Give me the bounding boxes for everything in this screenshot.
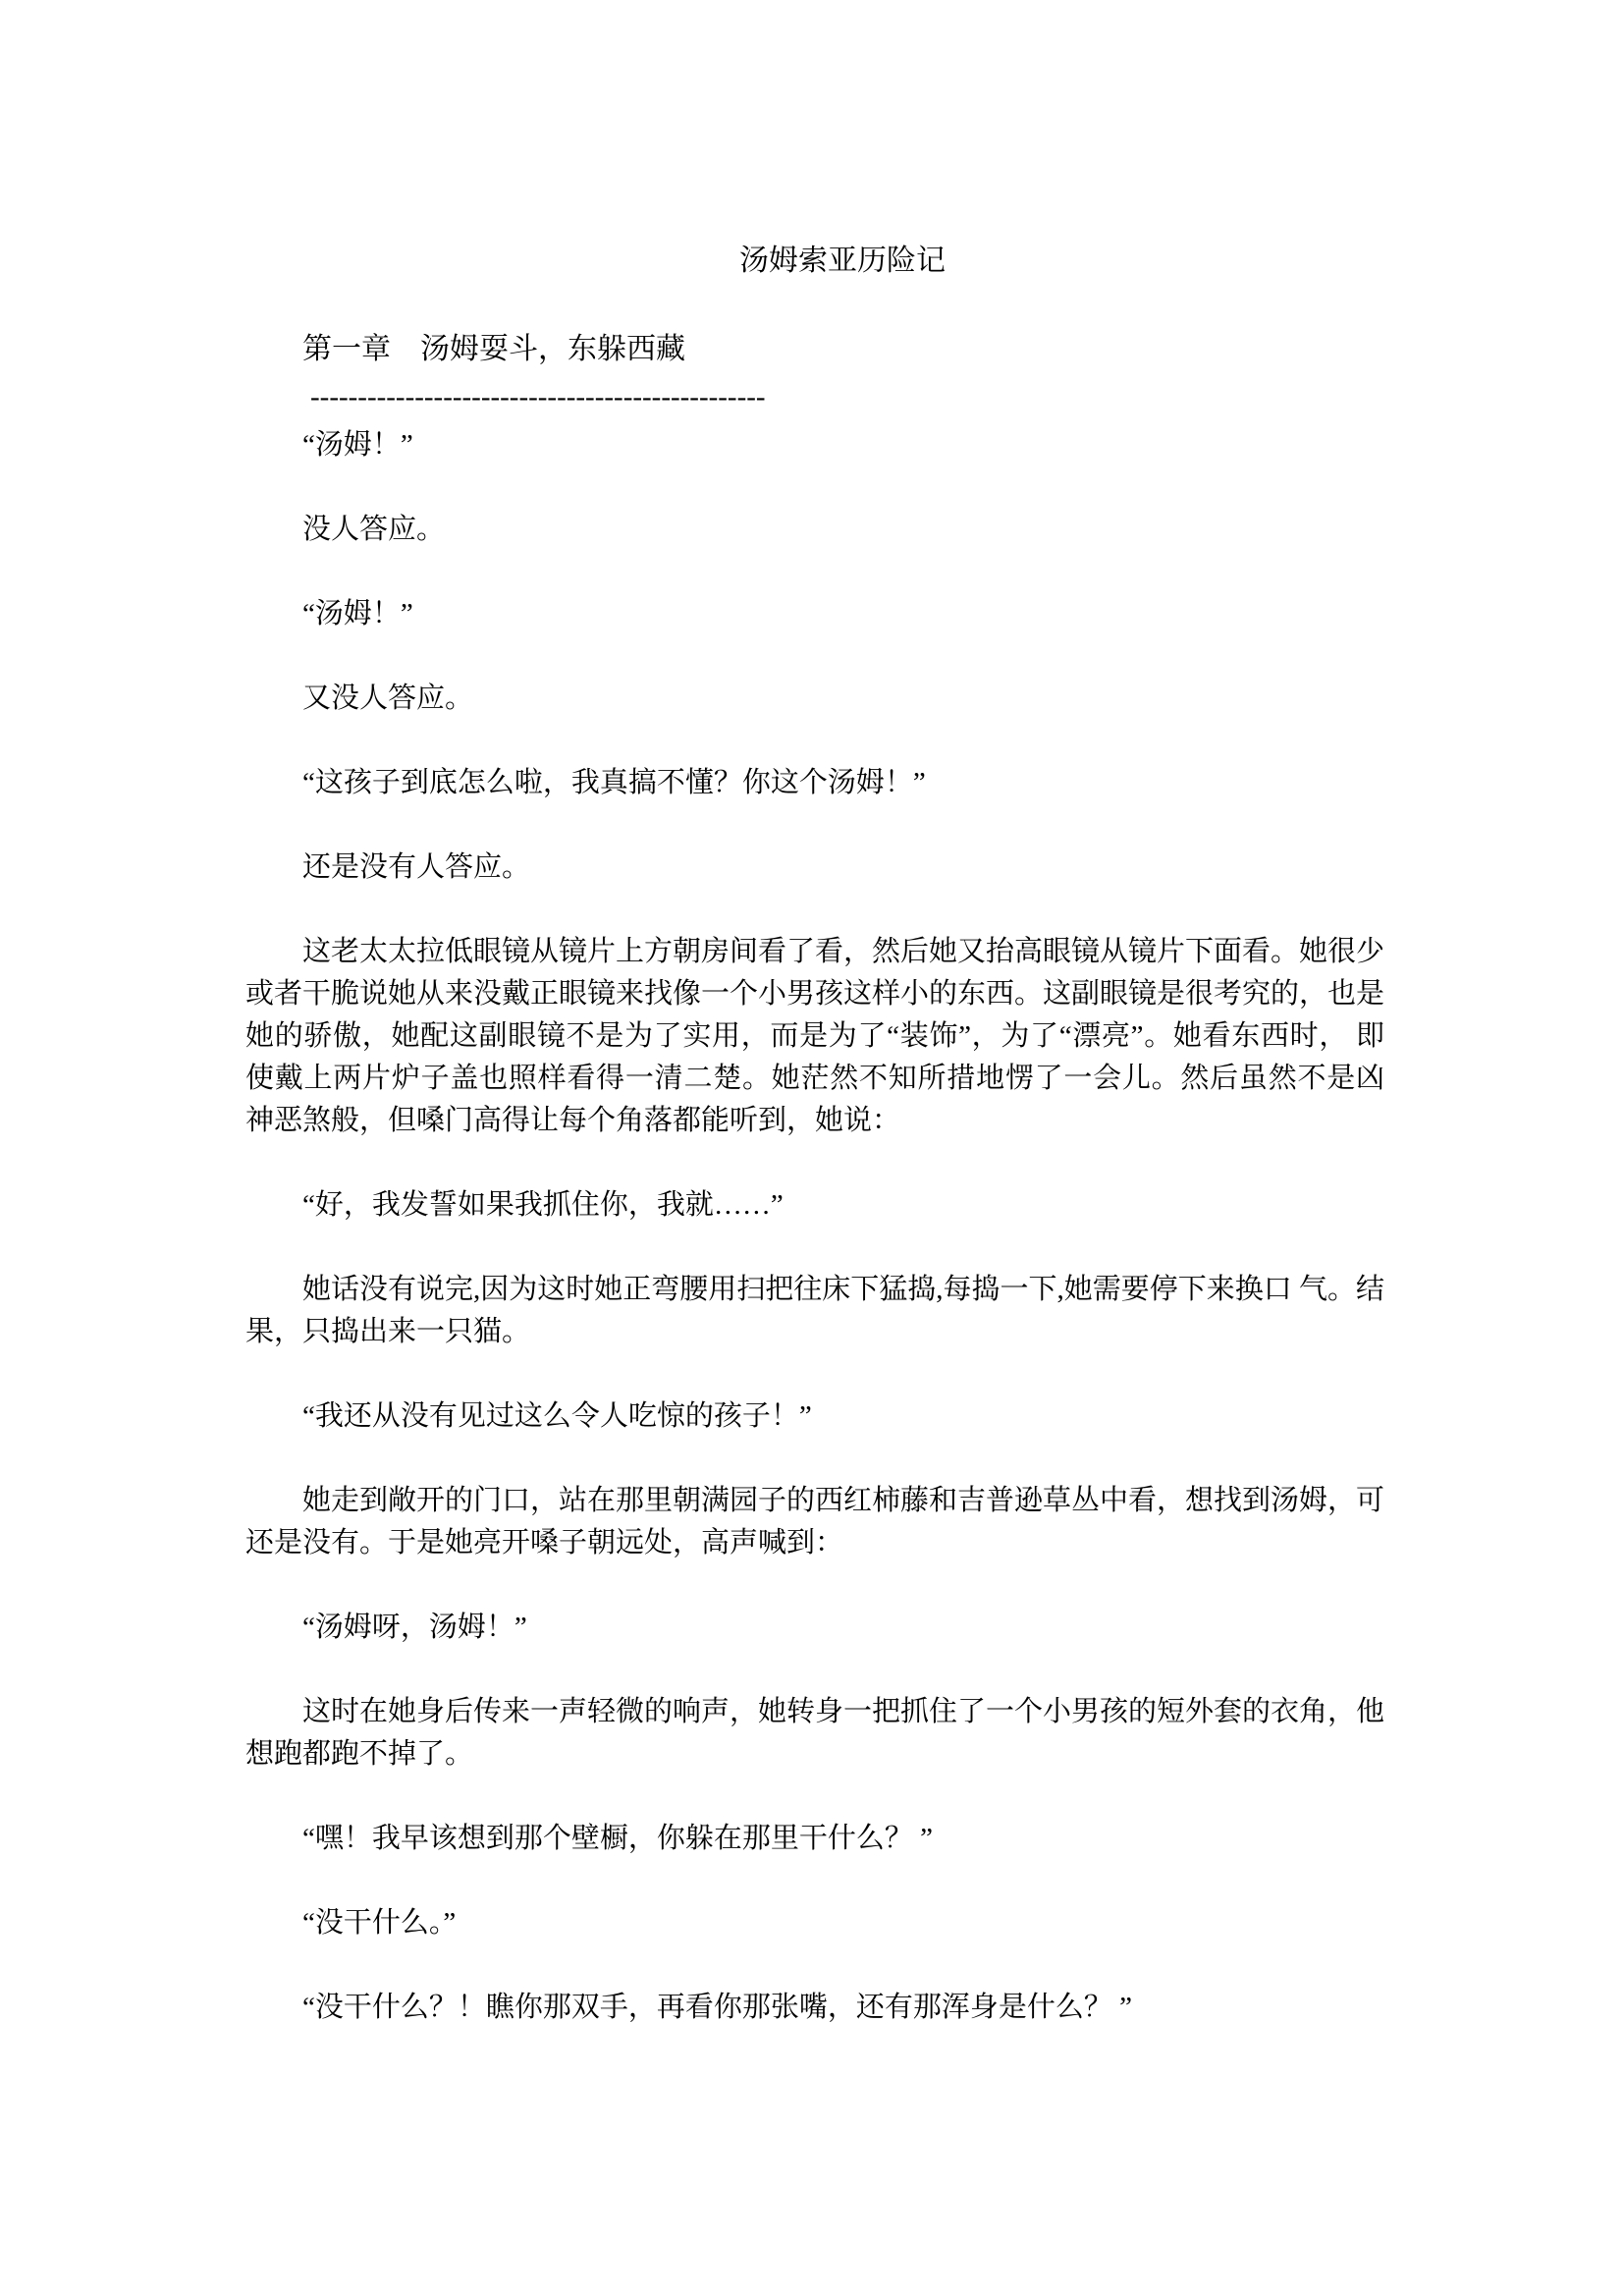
page-content <box>245 240 1384 2029</box>
paragraph: “嘿！我早该想到那个壁橱，你躲在那里干什么？ ” <box>302 1823 933 1854</box>
paragraph: 这老太太拉低眼镜从镜片上方朝房间看了看，然后她又抬高眼镜从镜片下面看。她很少或者干脆说她从来没戴正眼镜来找像一个小男孩这样小的东西。这副眼镜是很考究的，也是她的骄傲，她配这副眼镜不是为了实用，而是为了“装饰”，为了“漂亮”。她看东西时， 即使戴上两片炉子盖也照样看得一清二楚。她茫然不知所措地愣了一会儿。然后虽然不是凶 神恶煞般，但嗓门高得让每个角落都能听到，她说： <box>245 936 1385 1136</box>
paragraph: 又没人答应。 <box>302 683 474 714</box>
paragraph: “这孩子到底怎么啦，我真搞不懂？你这个汤姆！” <box>302 767 926 798</box>
paragraph: 她走到敞开的门口，站在那里朝满园子的西红柿藤和吉普逊草丛中看，想找到汤姆，可还是没有。于是她亮开嗓子朝远处，高声喊到： <box>245 1485 1385 1558</box>
paragraph: 这时在她身后传来一声轻微的响声，她转身一把抓住了一个小男孩的短外套的衣角，他想跑都跑不掉了。 <box>245 1696 1385 1770</box>
paragraphs-container <box>245 424 1384 2029</box>
paragraph: 还是没有人答应。 <box>302 851 531 883</box>
paragraph: “没干什么。” <box>302 1907 457 1939</box>
paragraph: 没人答应。 <box>302 514 446 545</box>
paragraph: “没干什么？！瞧你那双手，再看你那张嘴，还有那浑身是什么？ ” <box>302 1992 1132 2023</box>
paragraph: “汤姆呀，汤姆！” <box>302 1612 527 1643</box>
document-title: 汤姆索亚历险记 <box>739 245 946 277</box>
paragraph: 她话没有说完,因为这时她正弯腰用扫把往床下猛捣,每捣一下,她需要停下来换口 气。结果，只捣出来一只猫。 <box>245 1274 1385 1347</box>
paragraph: “我还从没有见过这么令人吃惊的孩子！” <box>302 1400 812 1432</box>
paragraph: “汤姆！” <box>302 598 413 629</box>
chapter-heading: 第一章 汤姆耍斗，东躲西藏 <box>302 333 685 365</box>
paragraph: “汤姆！” <box>302 429 413 461</box>
paragraph: “好，我发誓如果我抓住你，我就……” <box>302 1189 784 1221</box>
dashed-divider: ------------------------------------------------ <box>310 381 766 412</box>
